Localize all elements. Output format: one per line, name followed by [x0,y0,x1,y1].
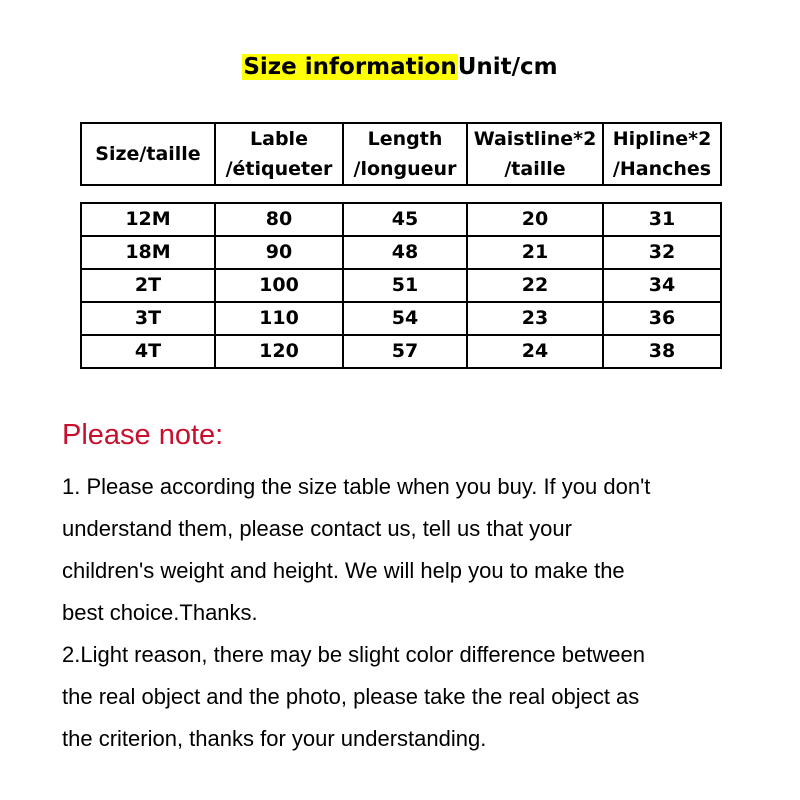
table-row [81,335,721,368]
label-cell: 100 [215,269,343,302]
size-table-header [80,122,722,186]
note-line: understand them, please contact us, tell us that your [62,516,572,541]
label-cell: 90 [215,236,343,269]
note-body [62,466,782,760]
size-cell: 4T [81,335,215,368]
table-row [81,302,721,335]
label-cell: 110 [215,302,343,335]
waistline-cell: 21 [467,236,603,269]
header-waistline: Waistline*2 /taille [467,123,603,185]
label-cell: 80 [215,203,343,236]
table-row [81,203,721,236]
note-line: 1. Please according the size table when you buy. If you don't [62,474,651,499]
hipline-cell: 32 [603,236,721,269]
header-row [81,123,721,185]
header-hipline: Hipline*2 /Hanches [603,123,721,185]
waistline-cell: 24 [467,335,603,368]
size-cell: 2T [81,269,215,302]
length-cell: 54 [343,302,467,335]
length-cell: 57 [343,335,467,368]
title-unit: Unit/cm [457,54,558,80]
size-table-body [80,202,722,369]
table-row [81,236,721,269]
length-cell: 51 [343,269,467,302]
header-label: Lable /étiqueter [215,123,343,185]
size-cell: 12M [81,203,215,236]
page-title [0,50,800,84]
waistline-cell: 20 [467,203,603,236]
header-length: Length /longueur [343,123,467,185]
hipline-cell: 38 [603,335,721,368]
note-line: 2.Light reason, there may be slight color difference between [62,642,645,667]
header-size: Size/taille [81,123,215,185]
size-cell: 18M [81,236,215,269]
note-heading: Please note: [62,419,224,451]
label-cell: 120 [215,335,343,368]
hipline-cell: 34 [603,269,721,302]
note-line: children's weight and height. We will help you to make the [62,558,625,583]
hipline-cell: 36 [603,302,721,335]
waistline-cell: 23 [467,302,603,335]
note-line: best choice.Thanks. [62,600,258,625]
length-cell: 45 [343,203,467,236]
size-cell: 3T [81,302,215,335]
note-line: the criterion, thanks for your understanding. [62,726,487,751]
title-highlighted: Size information [243,54,457,80]
table-row [81,269,721,302]
length-cell: 48 [343,236,467,269]
note-line: the real object and the photo, please take the real object as [62,684,640,709]
hipline-cell: 31 [603,203,721,236]
waistline-cell: 22 [467,269,603,302]
